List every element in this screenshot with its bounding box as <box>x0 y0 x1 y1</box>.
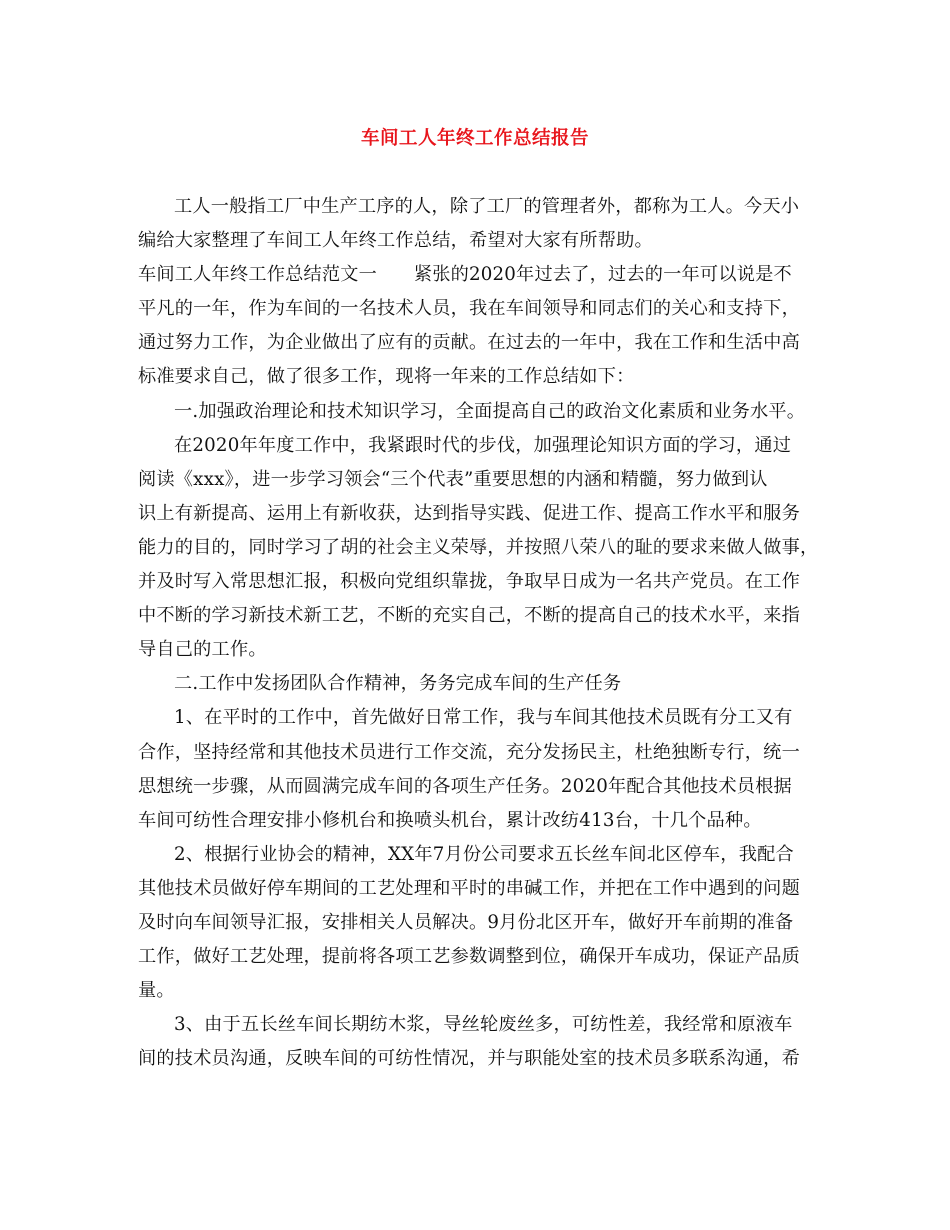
paragraph-line: 编给大家整理了车间工人年终工作总结，希望对大家有所帮助。 <box>138 230 653 252</box>
paragraph-line: 车间可纺性合理安排小修机台和换喷头机台，累计改纺413台，十几个品种。 <box>138 809 762 831</box>
paragraph-line: 工人一般指工厂中生产工序的人，除了工厂的管理者外，都称为工人。今天小 <box>174 196 800 217</box>
paragraph-line: 合作，坚持经常和其他技术员进行工作交流，充分发扬民主，杜绝独断专行，统一 <box>138 741 800 763</box>
paragraph-line: 其他技术员做好停车期间的工艺处理和平时的串碱工作，并把在工作中遇到的问题 <box>138 877 800 899</box>
paragraph-line: 阅读《xxx》，进一步学习领会“三个代表”重要思想的内涵和精髓，努力做到认 <box>138 468 768 490</box>
document-body <box>138 190 819 1076</box>
paragraph-line: 能力的目的，同时学习了胡的社会主义荣辱，并按照八荣八的耻的要求来做人做事， <box>138 536 819 558</box>
paragraph-line: 及时向车间领导汇报，安排相关人员解决。9月份北区开车，做好开车前期的准备 <box>138 911 794 933</box>
paragraph-line: 间的技术员沟通，反映车间的可纺性情况，并与职能处室的技术员多联系沟通，希 <box>138 1048 800 1070</box>
paragraph-line: 平凡的一年，作为车间的一名技术人员，我在车间领导和同志们的关心和支持下， <box>138 298 800 320</box>
paragraph-line: 并及时写入常思想汇报，积极向党组织靠拢，争取早日成为一名共产党员。在工作 <box>138 571 800 593</box>
section-heading: 二.工作中发扬团队合作精神，务务完成车间的生产任务 <box>174 673 622 695</box>
paragraph-line: 量。 <box>138 980 175 1002</box>
paragraph-line: 思想统一步骤，从而圆满完成车间的各项生产任务。2020年配合其他技术员根据 <box>138 775 792 797</box>
paragraph-line: 车间工人年终工作总结范文一 紧张的2020年过去了，过去的一年可以说是不 <box>138 264 792 286</box>
paragraph-line: 2、根据行业协会的精神，XX年7月份公司要求五长丝车间北区停车，我配合 <box>174 843 794 865</box>
paragraph-line: 识上有新提高、运用上有新收获，达到指导实践、促进工作、提高工作水平和服务 <box>138 502 800 524</box>
paragraph-line: 通过努力工作，为企业做出了应有的贡献。在过去的一年中，我在工作和生活中高 <box>138 332 800 354</box>
paragraph-line: 工作，做好工艺处理，提前将各项工艺参数调整到位，确保开车成功，保证产品质 <box>138 946 800 968</box>
paragraph-line: 导自己的工作。 <box>138 639 267 661</box>
paragraph-line: 1、在平时的工作中，首先做好日常工作，我与车间其他技术员既有分工又有 <box>174 707 793 729</box>
paragraph-line: 在2020年年度工作中，我紧跟时代的步伐，加强理论知识方面的学习，通过 <box>174 434 792 456</box>
paragraph-line: 3、由于五长丝车间长期纺木浆，导丝轮废丝多，可纺性差，我经常和原液车 <box>174 1014 793 1036</box>
paragraph-line: 中不断的学习新技术新工艺，不断的充实自己，不断的提高自己的技术水平，来指 <box>138 605 800 627</box>
paragraph-line: 标准要求自己，做了很多工作，现将一年来的工作总结如下： <box>138 366 635 388</box>
document-title: 车间工人年终工作总结报告 <box>360 128 589 149</box>
section-heading: 一.加强政治理论和技术知识学习，全面提高自己的政治文化素质和业务水平。 <box>174 400 806 422</box>
